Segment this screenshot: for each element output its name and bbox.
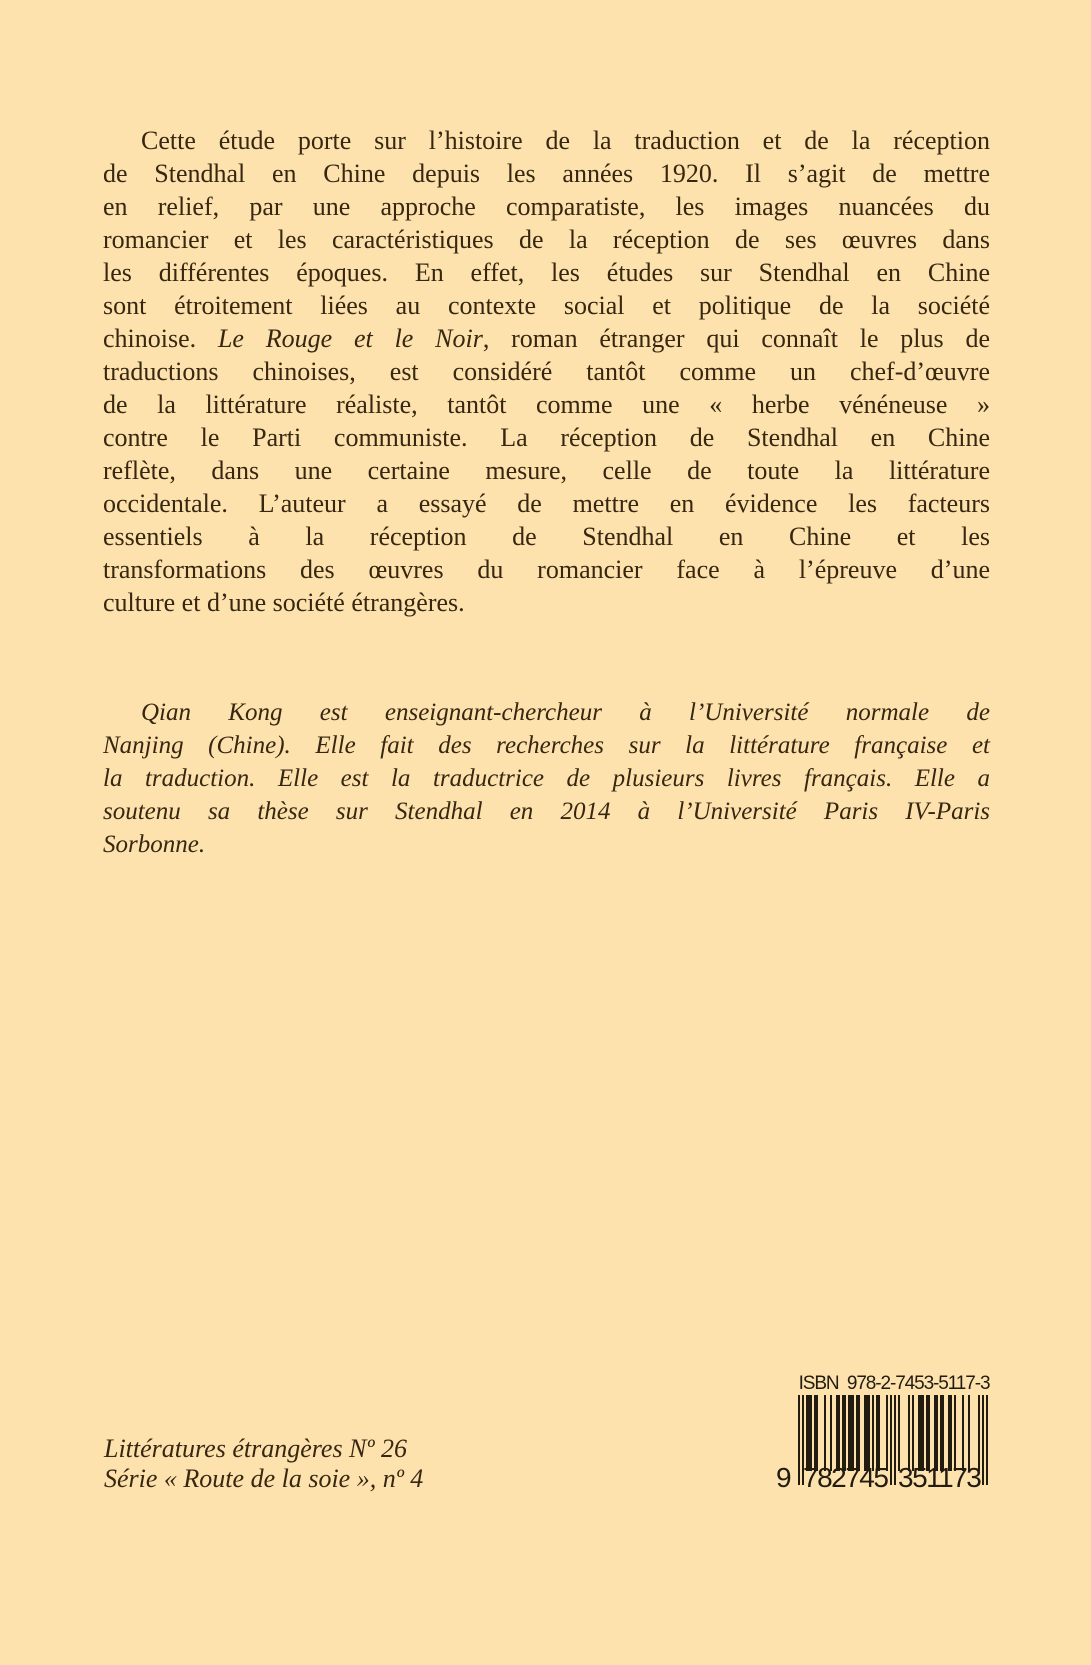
text-line: Cette étude porte sur l’histoire de la traduction et de la réception <box>141 126 990 155</box>
text-line: sont étroitement liées au contexte social et politique de la société <box>103 291 990 320</box>
text-line: contre le Parti communiste. La réception de Stendhal en Chine <box>103 423 990 452</box>
collection-info <box>104 1434 423 1494</box>
text-line: de Stendhal en Chine depuis les années 1920. Il s’agit de mettre <box>103 159 990 188</box>
barcode-left-digits: 782745 <box>803 1462 888 1493</box>
text-line: Nanjing (Chine). Elle fait des recherches sur la littérature française et <box>103 732 990 759</box>
text-line: essentiels à la réception de Stendhal en Chine et les <box>103 522 990 551</box>
text-line: en relief, par une approche comparatiste, les images nuancées du <box>103 192 990 221</box>
text-line: traductions chinoises, est considéré tantôt comme un chef-d’œuvre <box>103 357 990 386</box>
text-line: reflète, dans une certaine mesure, celle de toute la littérature <box>103 456 990 485</box>
text-line: les différentes époques. En effet, les études sur Stendhal en Chine <box>103 258 990 287</box>
isbn-label: ISBN 978-2-7453-5117-3 <box>798 1373 990 1394</box>
text-line: la traduction. Elle est la traductrice de plusieurs livres français. Elle a <box>103 765 990 792</box>
text-line: culture et d’une société étrangères. <box>103 588 465 617</box>
text-line: Sorbonne. <box>103 831 206 858</box>
author-bio-paragraph <box>103 696 990 861</box>
text-line: Qian Kong est enseignant-chercheur à l’Université normale de <box>141 699 990 726</box>
text-line: romancier et les caractéristiques de la réception de ses œuvres dans <box>103 225 990 254</box>
text-line: transformations des œuvres du romancier face à l’épreuve d’une <box>103 555 990 584</box>
text-line: chinoise. Le Rouge et le Noir, roman étranger qui connaît le plus de <box>103 324 990 353</box>
collection-subseries-line: Série « Route de la soie », nº 4 <box>104 1464 424 1493</box>
collection-series-line: Littératures étrangères Nº 26 <box>104 1434 407 1463</box>
text-line: soutenu sa thèse sur Stendhal en 2014 à l’Université Paris IV-Paris <box>103 798 990 825</box>
barcode-right-digits: 351173 <box>898 1462 981 1493</box>
text-line: de la littérature réaliste, tantôt comme une « herbe vénéneuse » <box>103 390 990 419</box>
barcode-prefix-digit: 9 <box>776 1462 792 1493</box>
synopsis-paragraph <box>103 124 990 619</box>
text-line: occidentale. L’auteur a essayé de mettre en évidence les facteurs <box>103 489 990 518</box>
